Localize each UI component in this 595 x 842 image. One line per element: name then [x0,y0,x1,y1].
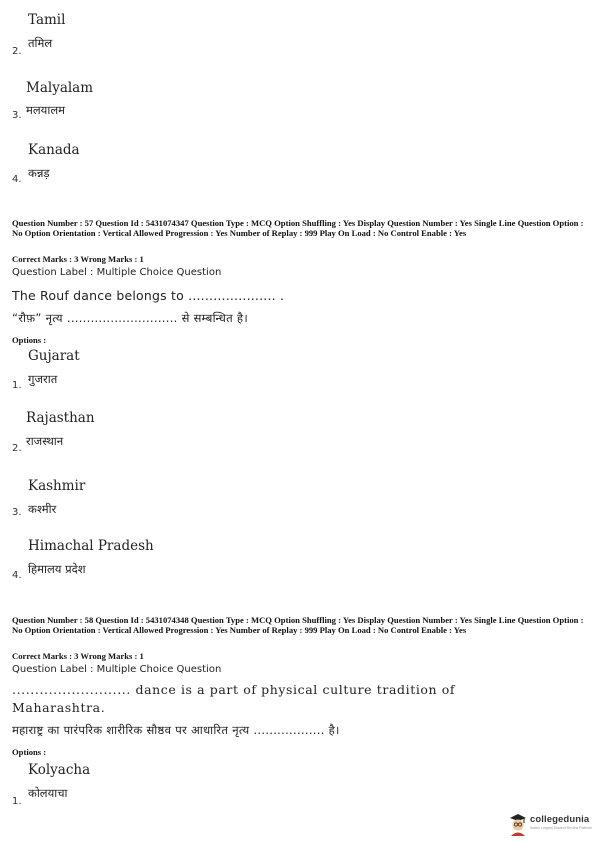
option-english: Tamil [28,12,66,28]
option-number: 4. [12,174,22,185]
option-english: Gujarat [28,348,80,364]
option-hindi: कोलयाचा [28,786,68,800]
question-label: Question Label : Multiple Choice Question [12,267,222,278]
option-number: 2. [12,443,22,454]
option-english: Rajasthan [26,410,95,426]
option-english: Malyalam [26,80,94,96]
option-hindi: हिमालय प्रदेश [28,562,86,576]
option-english: Kolyacha [28,762,91,778]
option-number: 4. [12,570,22,581]
question-meta: Question Number : 57 Question Id : 5431074347 Question Type : MCQ Option Shuffling : Yes Display Question Number : Yes Single Line Question Option : No Option Orientation : Vertical Allowed Progression : Yes Number of Replay : 999 Play On Load : No Control Enable : Yes [12,218,584,238]
question-marks: Correct Marks : 3 Wrong Marks : 1 [12,254,144,264]
option-number: 3. [12,507,22,518]
options-header: Options : [12,335,47,345]
question-text-hindi: “रौफ़” नृत्य ............................ से सम्बन्धित है। [12,311,248,325]
option-number: 1. [12,380,22,391]
logo-tagline: India's Largest Student Review Platform [530,826,593,830]
question-text-hindi: महाराष्ट्र का पारंपरिक शारीरिक सौष्ठव पर आधारित नृत्य .................. है। [12,723,340,737]
option-hindi: कन्नड़ [28,166,50,180]
collegedunia-logo [508,812,592,838]
option-number: 2. [12,46,22,57]
question-meta: Question Number : 58 Question Id : 5431074348 Question Type : MCQ Option Shuffling : Yes Display Question Number : Yes Single Line Question Option : No Option Orientation : Vertical Allowed Progression : Yes Number of Replay : 999 Play On Load : No Control Enable : Yes [12,615,584,635]
option-hindi: गुजरात [28,372,58,386]
options-header: Options : [12,747,47,757]
question-marks: Correct Marks : 3 Wrong Marks : 1 [12,651,144,661]
option-english: Kanada [28,142,80,158]
option-english: Kashmir [28,478,86,494]
option-hindi: मलयालम [26,103,65,117]
question-label: Question Label : Multiple Choice Question [12,664,222,675]
option-hindi: राजस्थान [26,434,64,448]
question-text-english: .......................... dance is a part of physical culture tradition of [12,682,456,697]
question-text-english: The Rouf dance belongs to ..................... . [12,288,285,303]
option-english: Himachal Pradesh [28,538,154,554]
option-hindi: कश्मीर [28,502,57,516]
mascot-icon [508,812,528,836]
option-hindi: तमिल [28,36,53,50]
option-number: 3. [12,110,22,121]
option-number: 1. [12,796,22,807]
logo-wordmark: collegedunia [530,814,590,825]
question-text-english-cont: Maharashtra. [12,700,106,715]
